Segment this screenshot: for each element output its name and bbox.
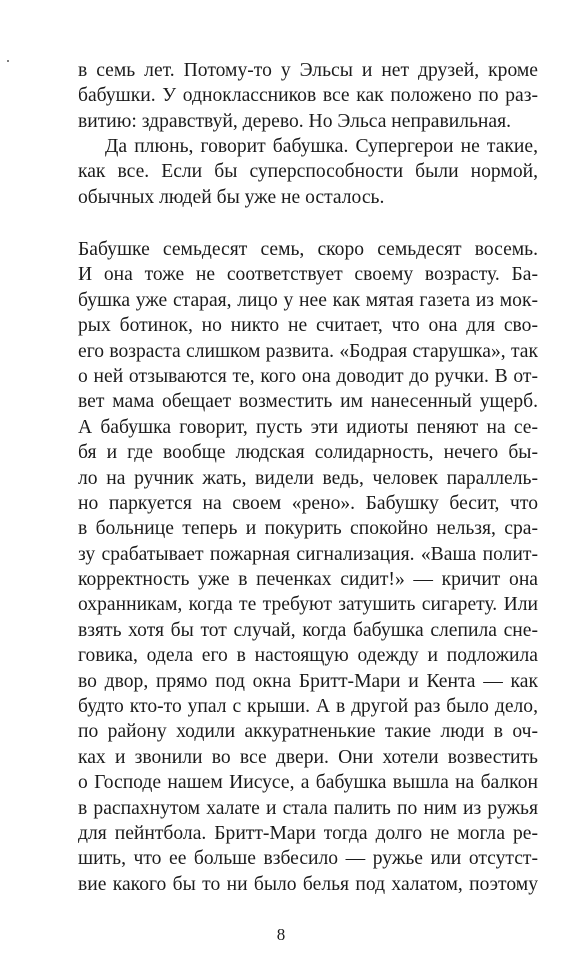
text-line: о ней отзываются те, кого она доводит до ручки. В от- [78, 365, 538, 387]
text-line: во двор, прямо под окна Бритт-Мари и Кента — как [78, 670, 538, 692]
text-line: корректность уже в печенках сидит!» — кричит она [78, 569, 538, 591]
text-line: бабушки. У одноклассников все как положено по раз- [78, 85, 538, 107]
text-line: бушка уже старая, лицо у нее как мятая газета из мок- [78, 289, 538, 311]
page-number: 8 [276, 925, 286, 944]
text-line: говика, одела его в настоящую одежду и подложила [78, 645, 538, 667]
text-line: охранникам, когда те требуют затушить сигарету. Или [78, 594, 538, 616]
text-line: вет мама обещает возместить им нанесенный ущерб. [78, 391, 538, 413]
text-line: для пейнтбола. Бритт-Мари тогда долго не могла ре- [78, 822, 538, 844]
text-line: как все. Если бы суперспособности были нормой, [78, 161, 538, 183]
text-line: взять хотя бы тот случай, когда бабушка слепила сне- [78, 619, 538, 641]
text-line: в семь лет. Потому-то у Эльсы и нет друзей, кроме [78, 60, 538, 81]
text-line: обычных людей бы уже не осталось. [78, 186, 385, 208]
text-line: рых ботинок, но никто не считает, что она для сво- [78, 315, 538, 337]
text-line: Бабушке семьдесят семь, скоро семьдесят восемь. [78, 239, 538, 260]
paragraph-3 [78, 237, 538, 897]
text-line: витию: здравствуй, дерево. Но Эльса неправильная. [78, 110, 512, 132]
text-line: его возраста слишком развита. «Бодрая старушка», так [78, 340, 538, 362]
text-line: но паркуется на своем «рено». Бабушку бесит, что [78, 492, 538, 514]
text-line: по району ходили аккуратненькие такие люди в оч- [78, 721, 538, 743]
text-line: И она тоже не соответствует своему возрасту. Ба- [78, 264, 538, 286]
paragraph-2 [78, 134, 538, 210]
text-line: бя и где вообще людская солидарность, нечего бы- [78, 442, 538, 464]
text-line: вие какого бы то ни было белья под халатом, поэтому [78, 873, 538, 895]
text-line: ках и звонили во все двери. Они хотели возвестить [78, 746, 538, 768]
text-line: зу срабатывает пожарная сигнализация. «Ваша полит- [78, 543, 538, 565]
text-line: ло на ручник жать, видели ведь, человек параллель- [78, 467, 538, 489]
paragraph-1 [78, 58, 538, 134]
text-line: будто кто-то упал с крыши. А в другой раз было дело, [78, 696, 538, 718]
scan-speck [7, 60, 9, 62]
text-line: в больнице теперь и покурить спокойно нельзя, сра- [78, 518, 538, 540]
text-line: в распахнутом халате и стала палить по ним из ружья [78, 797, 538, 819]
text-line: о Господе нашем Иисусе, а бабушка вышла на балкон [78, 772, 538, 794]
text-line: А бабушка говорит, пусть эти идиоты пеняют на се- [78, 416, 538, 438]
text-line: шить, что ее больше взбесило — ружье или отсутст- [78, 848, 538, 870]
text-line: Да плюнь, говорит бабушка. Супергерои не такие, [105, 136, 538, 157]
